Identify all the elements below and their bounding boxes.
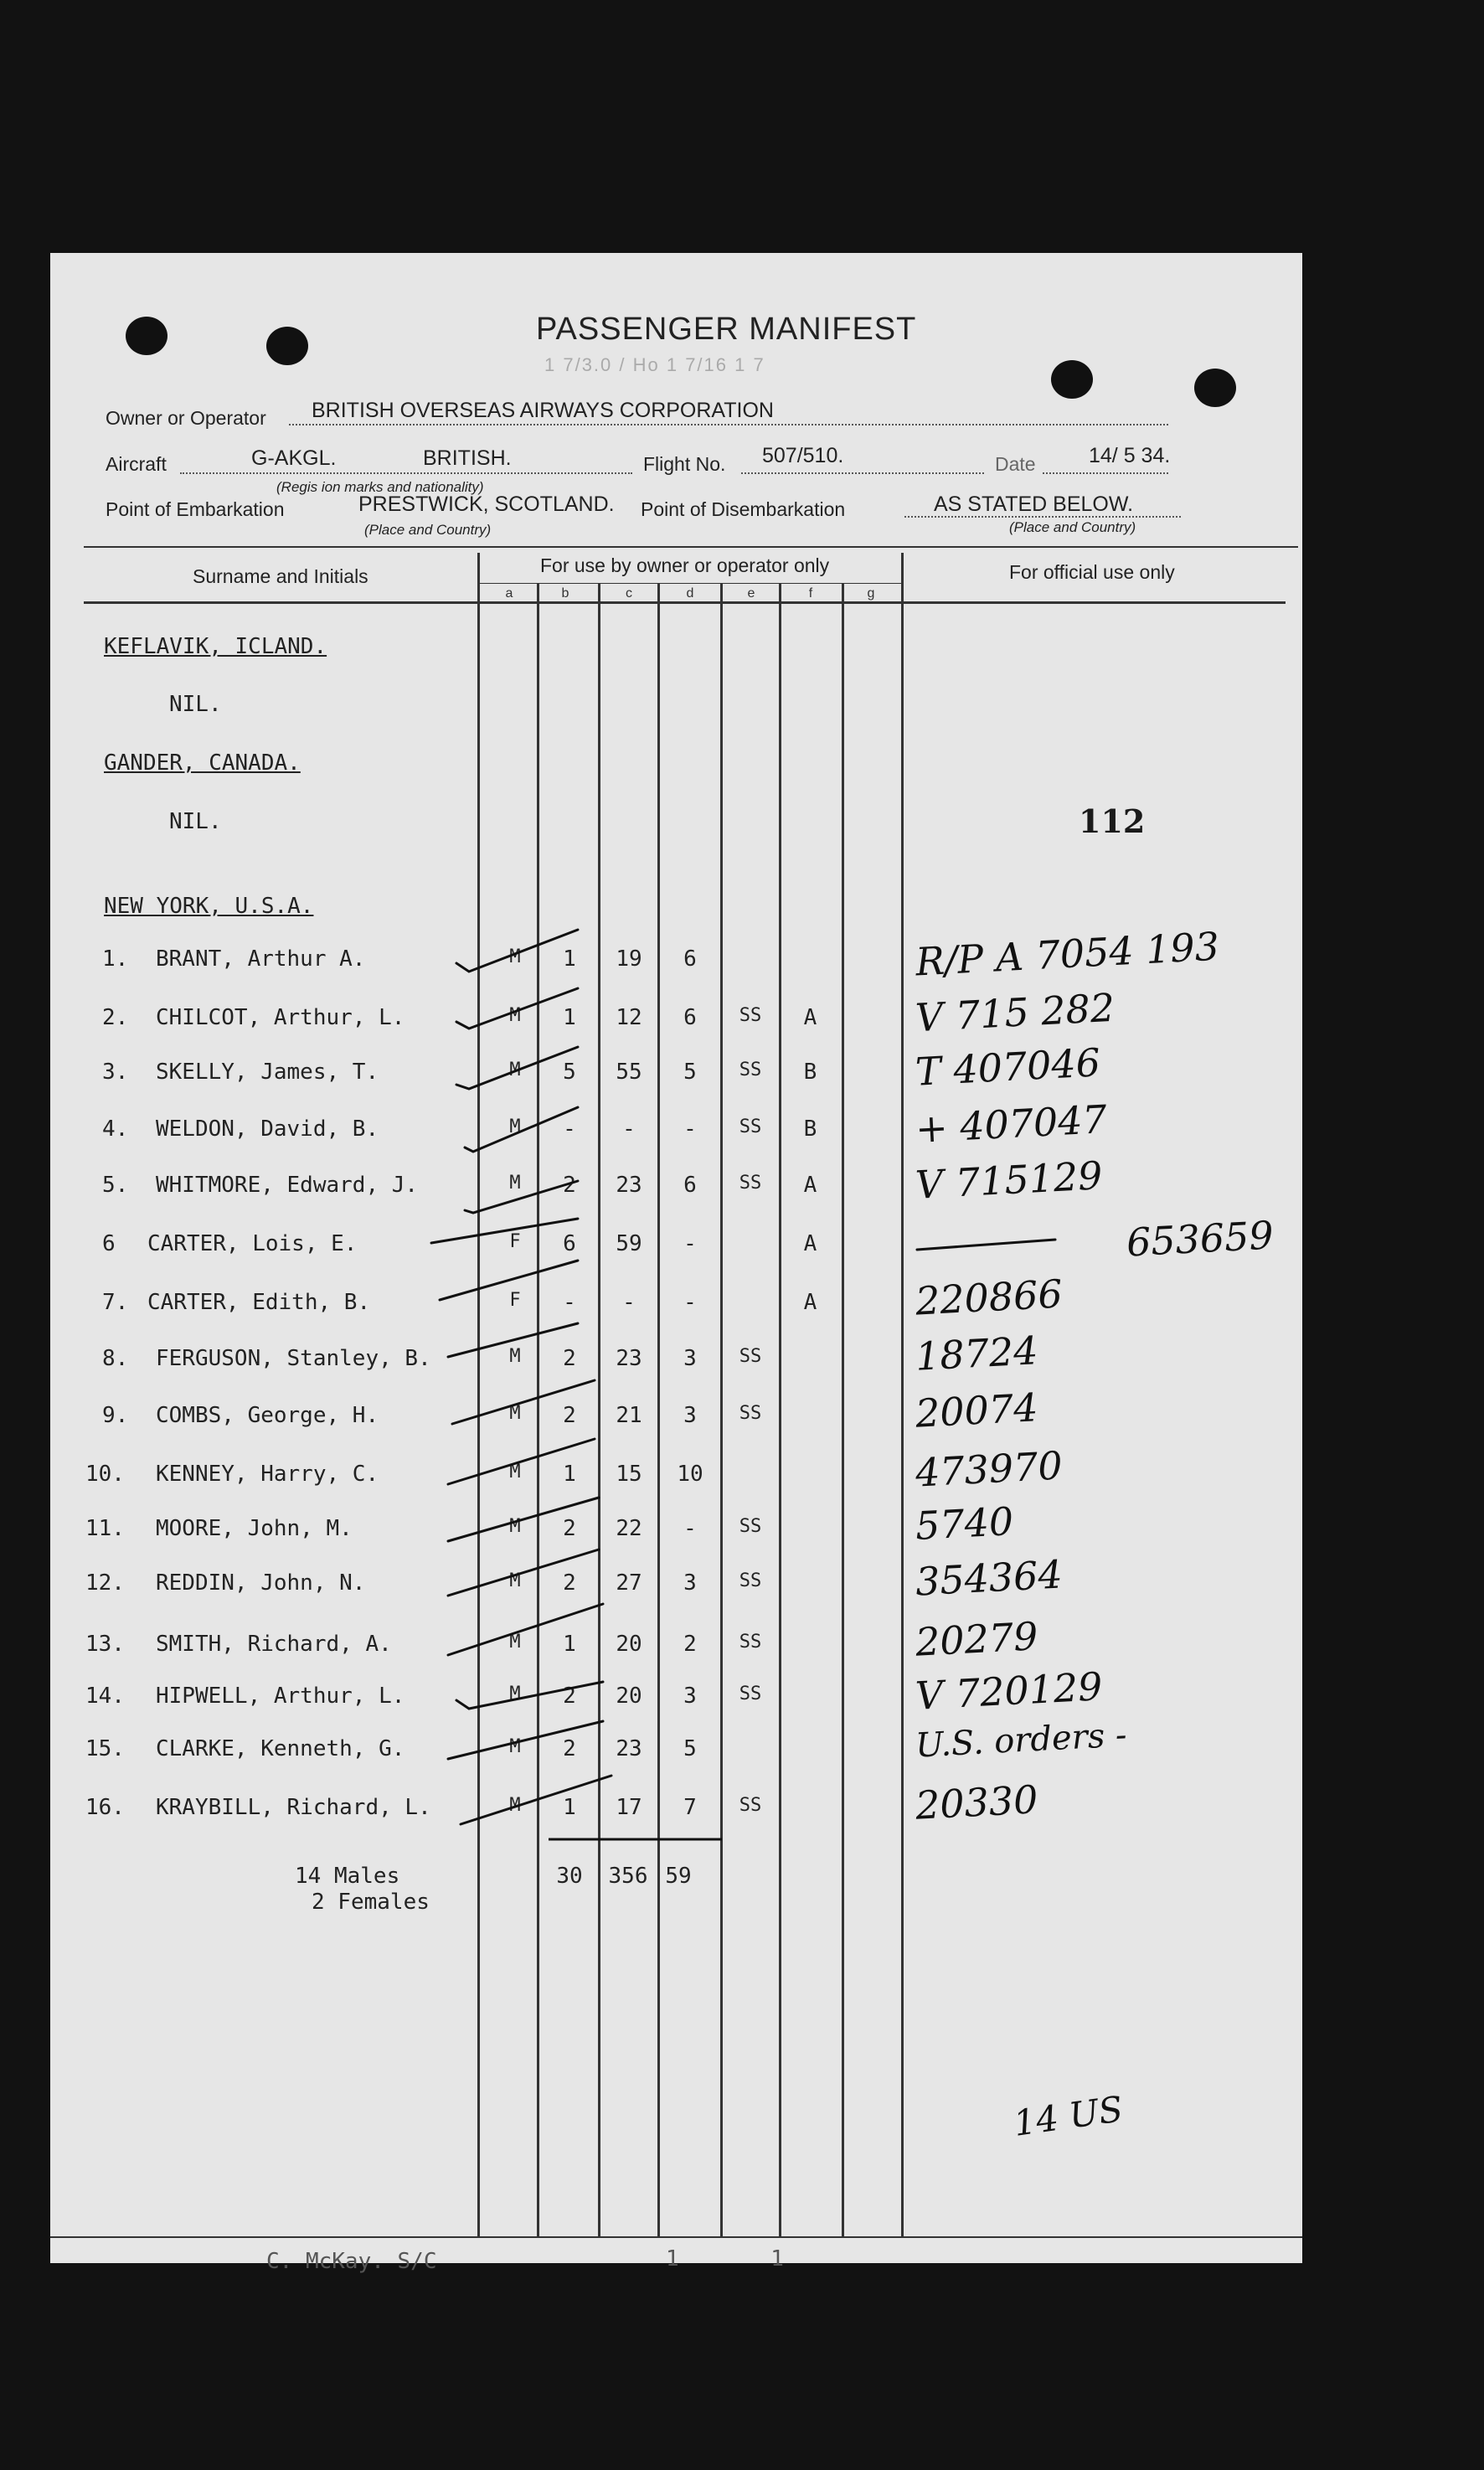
official-reference: 18724 [914, 1328, 1039, 1379]
passenger-number: 5. [102, 1173, 129, 1198]
disembarkation-value: AS STATED BELOW. [934, 492, 1134, 516]
embarkation-label: Point of Embarkation [106, 498, 285, 520]
passenger-col-c: 59 [616, 1231, 642, 1256]
passenger-name: BRANT, Arthur A. [156, 946, 366, 972]
official-reference: 653659 [1125, 1212, 1275, 1266]
passenger-col-a: M [509, 1684, 521, 1704]
passenger-number: 2. [102, 1005, 129, 1030]
passenger-name: MOORE, John, M. [156, 1516, 353, 1541]
passenger-col-d: - [683, 1116, 697, 1142]
subcol-b: b [561, 586, 569, 601]
passenger-number: 13. [85, 1632, 125, 1657]
official-reference: 473970 [914, 1442, 1064, 1496]
flight-label: Flight No. [643, 453, 726, 475]
passenger-name: CARTER, Lois, E. [147, 1231, 358, 1256]
passenger-col-d: 3 [683, 1346, 697, 1371]
passenger-col-e: SS [739, 1173, 762, 1194]
total-females: 2 Females [312, 1890, 430, 1915]
passenger-name: HIPWELL, Arthur, L. [156, 1684, 405, 1709]
passenger-col-d: 3 [683, 1403, 697, 1428]
passenger-col-c: - [622, 1116, 636, 1142]
passenger-number: 11. [85, 1516, 125, 1541]
passenger-col-d: 6 [683, 1005, 697, 1030]
passenger-col-b: 6 [563, 1231, 576, 1256]
passenger-col-d: 3 [683, 1570, 697, 1596]
passenger-col-b: 1 [563, 1632, 576, 1657]
official-reference: + 407047 [914, 1096, 1109, 1152]
subcol-f: f [808, 586, 813, 601]
page-title: PASSENGER MANIFEST [536, 312, 917, 347]
aircraft-registration: G-AKGL. [251, 446, 337, 470]
passenger-name: WELDON, David, B. [156, 1116, 379, 1142]
subcol-a: a [505, 586, 513, 601]
passenger-col-c: 22 [616, 1516, 642, 1541]
passenger-col-e: SS [739, 1684, 762, 1704]
passenger-col-c: 55 [616, 1060, 642, 1085]
total-c: 356 [608, 1864, 648, 1889]
passenger-col-e: SS [739, 1060, 762, 1080]
embarkation-value: PRESTWICK, SCOTLAND. [358, 492, 615, 516]
embarkation-note: (Place and Country) [364, 522, 492, 538]
passenger-col-b: 5 [563, 1060, 576, 1085]
passenger-col-a: M [509, 1173, 521, 1194]
passenger-col-d: 3 [683, 1684, 697, 1709]
passenger-col-b: 2 [563, 1516, 576, 1541]
passenger-col-e: SS [739, 1005, 762, 1026]
passenger-col-a: M [509, 1346, 521, 1367]
passenger-col-d: 10 [677, 1462, 703, 1487]
passenger-col-a: M [509, 1736, 521, 1757]
passenger-col-b: - [563, 1290, 576, 1315]
passenger-col-c: 23 [616, 1173, 642, 1198]
passenger-name: REDDIN, John, N. [156, 1570, 366, 1596]
passenger-number: 14. [85, 1684, 125, 1709]
passenger-number: 12. [85, 1570, 125, 1596]
passenger-col-f: A [803, 1231, 817, 1256]
passenger-col-a: M [509, 1632, 521, 1653]
passenger-col-f: A [803, 1173, 817, 1198]
passenger-col-f: A [803, 1290, 817, 1315]
passenger-col-b: 1 [563, 1795, 576, 1820]
passenger-col-d: 7 [683, 1795, 697, 1820]
passenger-name: WHITMORE, Edward, J. [156, 1173, 419, 1198]
subcol-g: g [867, 586, 875, 601]
registration-note: (Regis ion marks and nationality) [276, 479, 484, 495]
passenger-col-b: 1 [563, 1462, 576, 1487]
date-value: 14/ 5 34. [1089, 444, 1171, 467]
aircraft-label: Aircraft [106, 453, 167, 475]
passenger-number: 7. [102, 1290, 129, 1315]
passenger-col-d: 6 [683, 1173, 697, 1198]
official-reference: 5740 [914, 1498, 1015, 1550]
col-owner-header: For use by owner or operator only [540, 554, 830, 576]
passenger-number: 9. [102, 1403, 129, 1428]
section-keflavik: KEFLAVIK, ICLAND. [104, 634, 327, 659]
official-reference: V 715129 [914, 1152, 1104, 1208]
passenger-col-c: 27 [616, 1570, 642, 1596]
official-reference: 20074 [914, 1385, 1039, 1436]
passenger-col-e: SS [739, 1116, 762, 1137]
disembarkation-label: Point of Disembarkation [641, 498, 846, 520]
section-gander: GANDER, CANADA. [104, 750, 301, 776]
passenger-col-c: 20 [616, 1684, 642, 1709]
subcol-d: d [686, 586, 694, 601]
footer-marks: 1 1 [666, 2246, 784, 2271]
passenger-col-d: 5 [683, 1060, 697, 1085]
passenger-col-a: M [509, 1005, 521, 1026]
passenger-col-b: 1 [563, 1005, 576, 1030]
passenger-number: 10. [85, 1462, 125, 1487]
passenger-col-b: 2 [563, 1403, 576, 1428]
passenger-name: SKELLY, James, T. [156, 1060, 379, 1085]
passenger-col-e: SS [739, 1795, 762, 1816]
passenger-col-c: - [622, 1290, 636, 1315]
passenger-col-e: SS [739, 1632, 762, 1653]
passenger-name: CLARKE, Kenneth, G. [156, 1736, 405, 1761]
gander-nil: NIL. [169, 809, 222, 834]
passenger-col-a: F [509, 1290, 521, 1311]
col-surname-header: Surname and Initials [193, 565, 368, 587]
official-reference: 220866 [914, 1271, 1064, 1324]
section-newyork: NEW YORK, U.S.A. [104, 894, 314, 919]
passenger-col-f: A [803, 1005, 817, 1030]
official-reference: 20330 [914, 1776, 1039, 1828]
passenger-col-c: 21 [616, 1403, 642, 1428]
disembarkation-note: (Place and Country) [1009, 519, 1136, 535]
passenger-col-a: M [509, 1462, 521, 1483]
official-reference: 354364 [914, 1551, 1064, 1605]
passenger-name: SMITH, Richard, A. [156, 1632, 392, 1657]
passenger-name: KENNEY, Harry, C. [156, 1462, 379, 1487]
col-official-header: For official use only [1009, 561, 1175, 583]
passenger-col-c: 20 [616, 1632, 642, 1657]
passenger-name: COMBS, George, H. [156, 1403, 379, 1428]
passenger-col-d: - [683, 1290, 697, 1315]
passenger-col-b: 2 [563, 1570, 576, 1596]
official-reference: 20279 [914, 1613, 1039, 1665]
flight-number: 507/510. [762, 444, 844, 467]
handwritten-note: 14 US [1011, 2088, 1126, 2144]
passenger-number: 6 [102, 1231, 116, 1256]
passenger-number: 8. [102, 1346, 129, 1371]
owner-label: Owner or Operator [106, 407, 266, 429]
passenger-col-a: M [509, 1570, 521, 1591]
subcol-e: e [747, 586, 755, 601]
date-label: Date [995, 453, 1036, 475]
passenger-number: 1. [102, 946, 129, 972]
passenger-col-c: 23 [616, 1736, 642, 1761]
passenger-col-a: M [509, 1116, 521, 1137]
passenger-col-a: M [509, 1795, 521, 1816]
passenger-col-b: 2 [563, 1173, 576, 1198]
subcol-c: c [626, 586, 632, 601]
passenger-number: 16. [85, 1795, 125, 1820]
passenger-number: 3. [102, 1060, 129, 1085]
passenger-name: FERGUSON, Stanley, B. [156, 1346, 431, 1371]
official-reference: U.S. orders - [914, 1715, 1128, 1766]
stamp-number: 112 [1079, 802, 1146, 840]
footer-signature: C. McKay. S/C [266, 2249, 437, 2274]
passenger-col-c: 23 [616, 1346, 642, 1371]
passenger-number: 4. [102, 1116, 129, 1142]
passenger-col-a: M [509, 1403, 521, 1424]
passenger-col-a: M [509, 946, 521, 967]
official-reference: R/P A 7054 193 [914, 923, 1221, 985]
passenger-name: CHILCOT, Arthur, L. [156, 1005, 405, 1030]
faded-subtitle: 1 7/3.0 / Ho 1 7/16 1 7 [544, 354, 765, 375]
passenger-col-a: M [509, 1060, 521, 1080]
passenger-col-e: SS [739, 1570, 762, 1591]
passenger-col-d: 5 [683, 1736, 697, 1761]
passenger-name: KRAYBILL, Richard, L. [156, 1795, 431, 1820]
passenger-col-a: F [509, 1231, 521, 1252]
passenger-col-e: SS [739, 1516, 762, 1537]
passenger-col-c: 12 [616, 1005, 642, 1030]
passenger-number: 15. [85, 1736, 125, 1761]
passenger-col-a: M [509, 1516, 521, 1537]
passenger-col-b: 2 [563, 1346, 576, 1371]
passenger-col-f: B [803, 1060, 817, 1085]
passenger-col-e: SS [739, 1346, 762, 1367]
total-d: 59 [665, 1864, 692, 1889]
passenger-col-b: 1 [563, 946, 576, 972]
aircraft-nationality: BRITISH. [423, 446, 512, 470]
passenger-col-e: SS [739, 1403, 762, 1424]
passenger-col-b: - [563, 1116, 576, 1142]
official-reference: T 407046 [914, 1039, 1102, 1095]
passenger-col-f: B [803, 1116, 817, 1142]
passenger-col-b: 2 [563, 1736, 576, 1761]
passenger-name: CARTER, Edith, B. [147, 1290, 371, 1315]
passenger-col-c: 19 [616, 946, 642, 972]
passenger-col-b: 2 [563, 1684, 576, 1709]
passenger-col-d: - [683, 1231, 697, 1256]
official-reference: V 715 282 [914, 984, 1116, 1041]
official-reference: V 720129 [914, 1663, 1104, 1719]
keflavik-nil: NIL. [169, 692, 222, 717]
passenger-col-c: 15 [616, 1462, 642, 1487]
total-males: 14 Males [295, 1864, 400, 1889]
total-b: 30 [556, 1864, 583, 1889]
passenger-col-d: 2 [683, 1632, 697, 1657]
owner-value: BRITISH OVERSEAS AIRWAYS CORPORATION [312, 399, 774, 422]
passenger-col-d: - [683, 1516, 697, 1541]
passenger-col-c: 17 [616, 1795, 642, 1820]
passenger-col-d: 6 [683, 946, 697, 972]
